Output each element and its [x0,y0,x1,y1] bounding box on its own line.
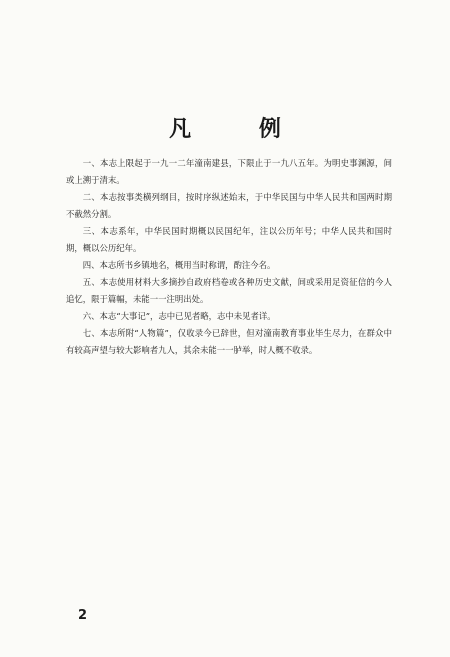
guideline-item: 六、本志“大事记”，志中已见者略，志中未见者详。 [82,311,276,321]
guideline-item: 三、本志系年，中华民国时期概以民国纪年，注以公历年号；中华人民共和国时期，概以公历纪年。 [66,226,392,253]
guideline-item: 二、本志按事类横列纲目，按时序纵述始末，于中华民国与中华人民共和国两时期不截然分割。 [66,192,392,219]
guideline-item: 七、本志所附“人物篇”，仅收录今已辞世，但对潼南教育事业毕生尽力，在群众中有较高声望与较大影响者九人，其余未能一一胪举，时人概不收录。 [66,328,392,355]
guideline-item: 五、本志使用材料大多摘抄自政府档卷或各种历史文献，间或采用足资征信的今人追忆，限于篇幅，未能一一注明出处。 [66,277,392,304]
guideline-item: 一、本志上限起于一九一二年潼南建县，下限止于一九八五年。为明史事渊源，间或上溯于清末。 [66,158,392,185]
page-number: 2 [78,608,88,623]
guideline-item: 四、本志所书乡镇地名，概用当时称谓，酌注今名。 [82,260,276,270]
guidelines-list [66,155,392,359]
page-title: 凡 例 [169,116,311,142]
